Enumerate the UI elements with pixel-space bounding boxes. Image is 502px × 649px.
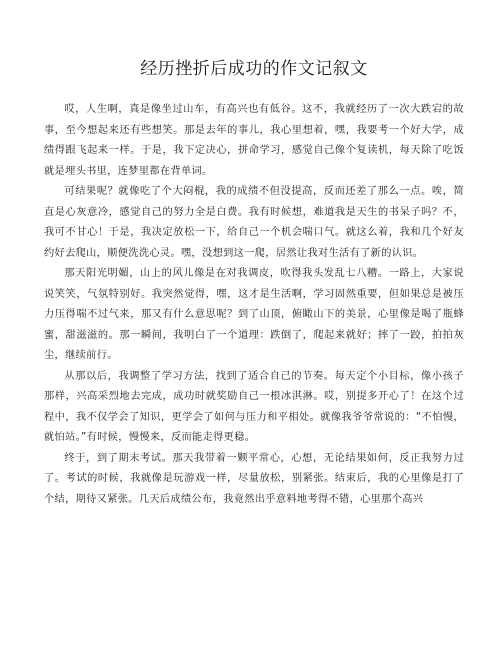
- paragraph-3: 那天阳光明媚，山上的风儿像是在对我调皮，吹得我头发乱七八糟。一路上，大家说说笑笑，气氛特别好。我突然觉得，嘿，这才是生活啊，学习固然重要，但如果总是被压力压得喘不过气来，那又有什么意思呢？到了山顶，俯瞰山下的美景，心里像是喝了瓶蜂蜜，甜滋滋的。那一瞬间，我明白了一个道理：跌倒了，爬起来就好；摔了一跤，拍拍灰尘，继续前行。: [44, 268, 464, 361]
- paragraph-4: 从那以后，我调整了学习方法，找到了适合自己的节奏。每天定个小目标，像小孩子那样，兴高采烈地去完成，成功时就奖励自己一根冰淇淋。哎，别提多开心了！在这个过程中，我不仅学会了知识，更学会了如何与压力和平相处。就像我爷爷常说的：“不怕慢，就怕站。”有时候，慢慢来，反而能走得更稳。: [44, 370, 464, 443]
- paragraph-1: 哎，人生啊，真是像坐过山车，有高兴也有低谷。这不，我就经历了一次大跌宕的故事，至今想起来还有些想笑。那是去年的事儿，我心里想着，嘿，我要考一个好大学，成绩得跟飞起来一样。于是，我下定决心，拼命学习，感觉自己像个复读机，每天除了吃饭就是埋头书里，连梦里都在背单词。: [44, 104, 464, 177]
- paragraph-2: 可结果呢？就像吃了个大闷棍，我的成绩不但没提高，反而还差了那么一点。唉，简直是心灰意冷，感觉自己的努力全是白费。我有时候想，难道我是天生的书呆子吗？不，我可不甘心！于是，我决定放松一下，给自己一个机会喘口气。就这么着，我和几个好友约好去爬山，顺便洗洗心灵。嘿，没想到这一爬，居然让我对生活有了新的认识。: [44, 186, 464, 259]
- paragraph-5: 终于，到了期末考试。那天我带着一颗平常心，心想，无论结果如何，反正我努力过了。考试的时候，我就像是玩游戏一样，尽量放松，别紧张。结束后，我的心里像是打了个结，期待又紧张。几天后成绩公布，我竟然出乎意料地考得不错，心里那个高兴: [44, 452, 464, 505]
- page-title: 经历挫折后成功的作文记叙文: [140, 59, 368, 79]
